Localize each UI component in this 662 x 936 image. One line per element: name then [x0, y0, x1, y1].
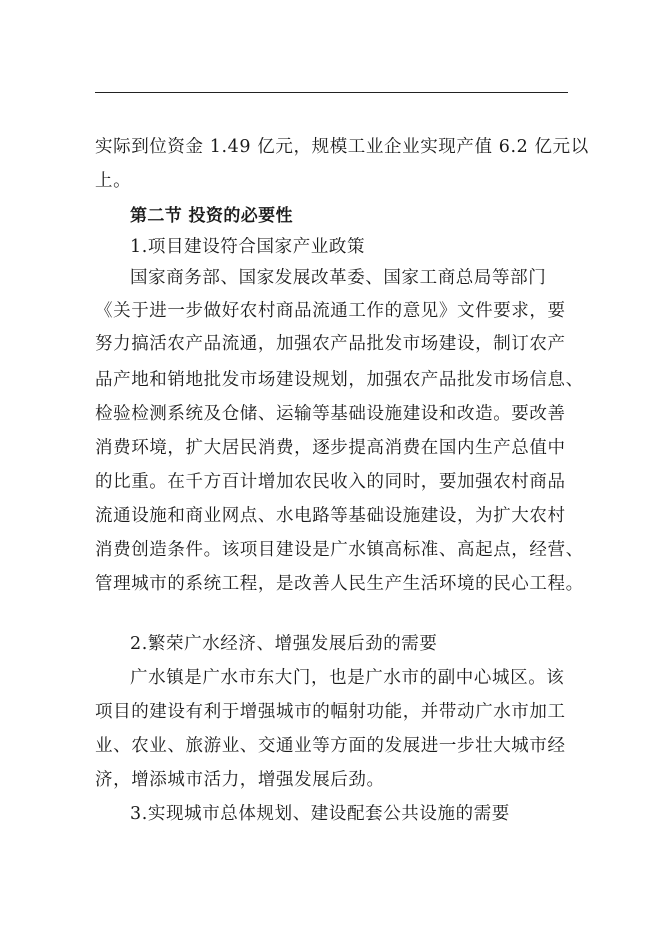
paragraph-line: 广水镇是广水市东大门，也是广水市的副中心城区。该	[130, 668, 565, 688]
paragraph-line: 努力搞活农产品流通，加强农产品批发市场建设，制订农产	[95, 334, 566, 354]
paragraph-line: 项目的建设有利于增强城市的幅射功能，并带动广水市加工	[95, 702, 566, 722]
paragraph-line: 《关于进一步做好农村商品流通工作的意见》文件要求，要	[95, 301, 566, 321]
paragraph-line: 上。	[95, 171, 132, 191]
paragraph-line: 检验检测系统及仓储、运输等基础设施建设和改造。要改善	[95, 404, 566, 424]
paragraph-line: 消费创造条件。该项目建设是广水镇高标准、高起点，经营、	[95, 540, 584, 560]
paragraph-line: 济，增添城市活力，增强发展后劲。	[95, 770, 385, 790]
paragraph-line: 消费环境，扩大居民消费，逐步提高消费在国内生产总值中	[95, 438, 566, 458]
paragraph-line: 品产地和销地批发市场建设规划，加强农产品批发市场信息、	[95, 370, 584, 390]
subsection-heading: 1.项目建设符合国家产业政策	[130, 237, 366, 257]
paragraph-line: 的比重。在千方百计增加农民收入的同时，要加强农村商品	[95, 472, 566, 492]
paragraph-line: 实际到位资金 1.49 亿元，规模工业企业实现产值 6.2 亿元以	[95, 137, 589, 157]
subsection-heading: 2.繁荣广水经济、增强发展后劲的需要	[130, 634, 438, 654]
subsection-heading: 3.实现城市总体规划、建设配套公共设施的需要	[130, 804, 510, 824]
paragraph-line: 流通设施和商业网点、水电路等基础设施建设，为扩大农村	[95, 506, 566, 526]
paragraph-line: 业、农业、旅游业、交通业等方面的发展进一步壮大城市经	[95, 736, 566, 756]
header-rule	[95, 92, 568, 93]
paragraph-line: 管理城市的系统工程，是改善人民生产生活环境的民心工程。	[95, 574, 584, 594]
paragraph-line: 国家商务部、国家发展改革委、国家工商总局等部门	[130, 268, 547, 288]
section-heading: 第二节 投资的必要性	[130, 206, 293, 226]
